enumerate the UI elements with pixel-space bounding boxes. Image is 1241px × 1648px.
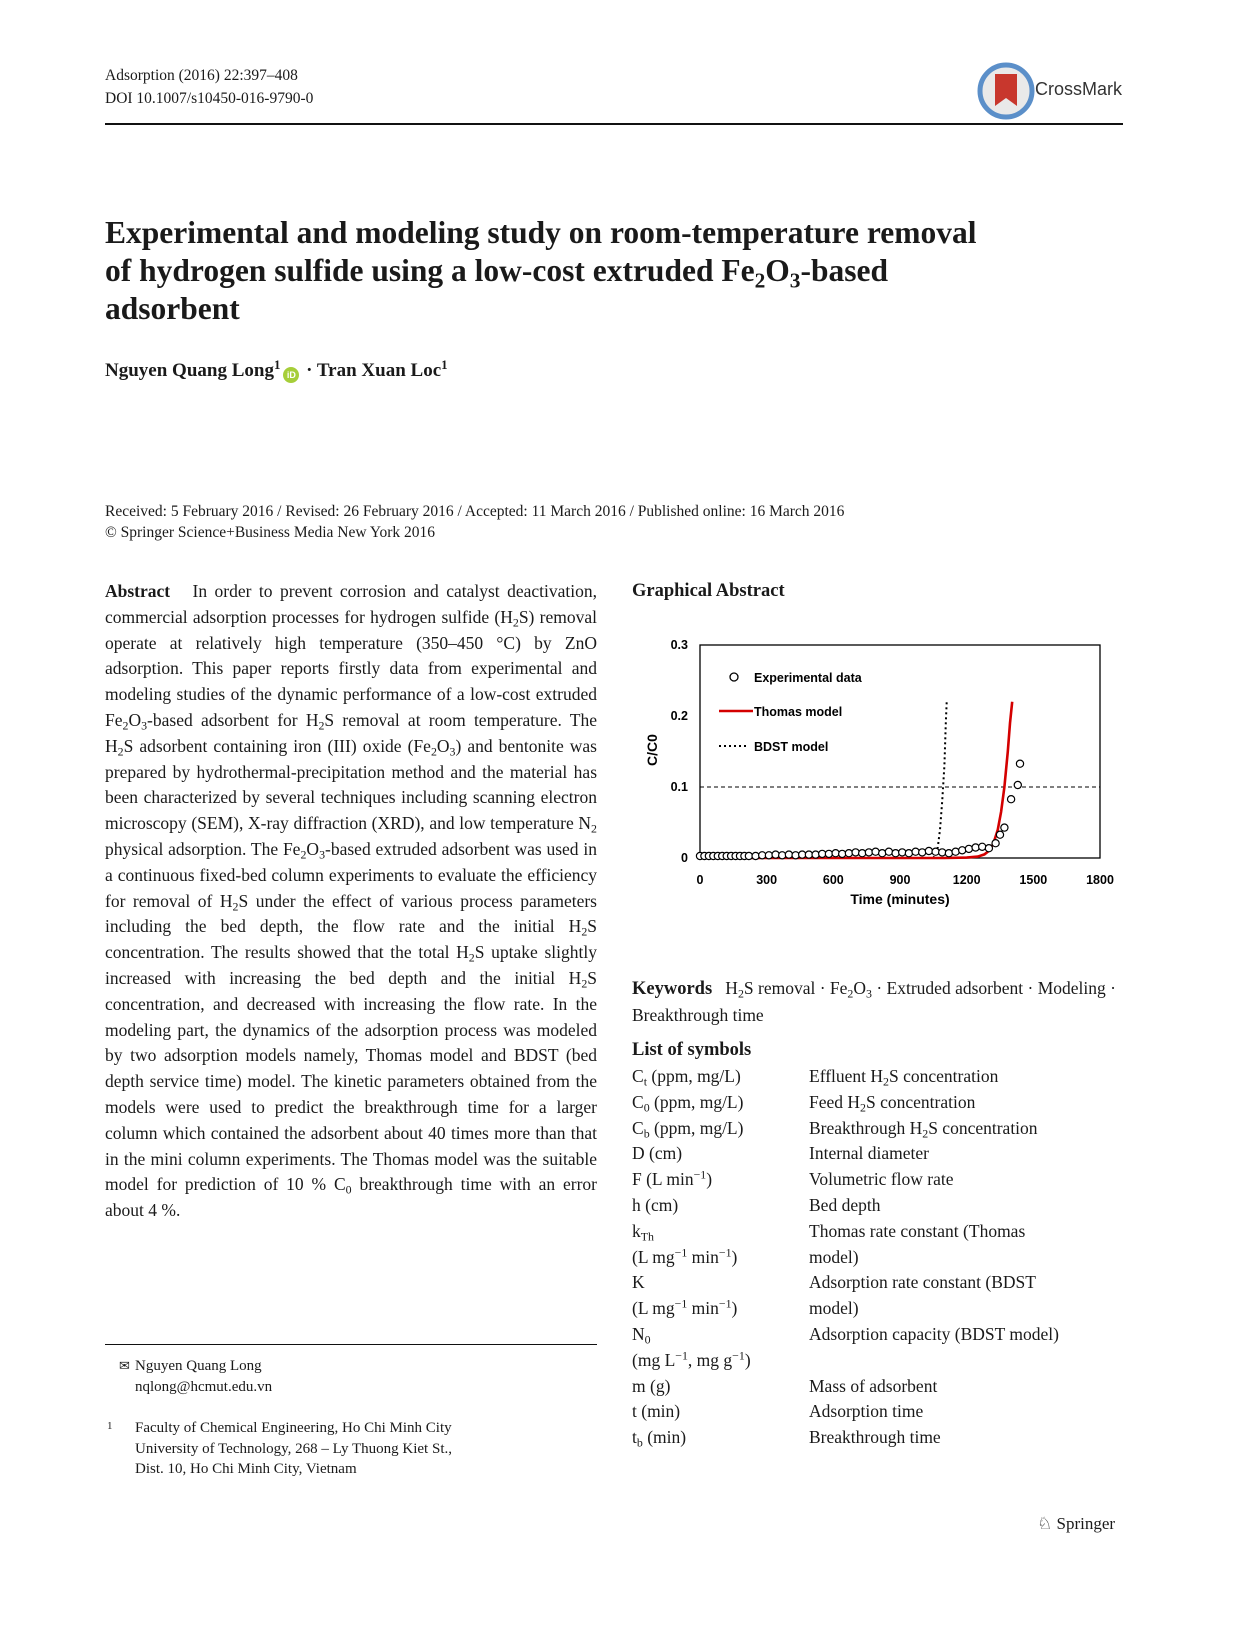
abstract-text: O bbox=[436, 735, 450, 756]
title-sub: 3 bbox=[789, 268, 801, 293]
abstract-text: S concentration. The results showed that the total H bbox=[105, 916, 597, 963]
symbol-definition: model) bbox=[809, 1298, 859, 1319]
symbol-term: $t_b$ (min) bbox=[632, 1427, 687, 1450]
abstract-text: S under the effect of various process parameters including the bed depth, the flow rate and the initial H bbox=[105, 890, 597, 937]
crossmark-label: CrossMark bbox=[1035, 79, 1123, 99]
x-axis-label: Time (minutes) bbox=[850, 891, 950, 907]
symbol-row bbox=[632, 1425, 1129, 1451]
experimental-data-point bbox=[865, 849, 872, 856]
keywords bbox=[632, 975, 1124, 1028]
symbol-term: (L $mg^{-1}$ $\min^{-1}$) bbox=[632, 1245, 738, 1267]
affiliation-number: 1 bbox=[107, 1420, 113, 1432]
symbol-row bbox=[632, 1245, 1129, 1271]
affiliation-line: Dist. 10, Ho Chi Minh City, Vietnam bbox=[135, 1461, 357, 1477]
experimental-data-point bbox=[1001, 824, 1008, 831]
x-tick-label: 600 bbox=[822, 873, 844, 887]
symbols-table bbox=[632, 1064, 1129, 1451]
legend-marker-experimental bbox=[730, 673, 738, 681]
contact-email[interactable]: nqlong@hcmut.edu.vn bbox=[135, 1378, 273, 1395]
y-tick-label: 0.1 bbox=[670, 780, 688, 794]
symbol-term: h (cm) bbox=[632, 1194, 679, 1215]
experimental-data-point bbox=[845, 850, 852, 857]
abstract-text: S uptake slightly increased with increasing the bed depth and the initial H bbox=[105, 942, 597, 988]
y-tick-label: 0.3 bbox=[670, 638, 688, 652]
symbol-term: t (min) bbox=[632, 1401, 681, 1422]
symbol-row bbox=[632, 1322, 1129, 1348]
symbol-definition: Thomas rate constant (Thomas bbox=[809, 1220, 1026, 1241]
header-rule bbox=[105, 123, 1123, 125]
abstract-heading: Abstract bbox=[105, 581, 171, 601]
keywords-heading: Keywords bbox=[632, 979, 713, 999]
history-dates: Received: 5 February 2016 / Revised: 26 February 2016 / Accepted: 11 March 2016 / Published online: 16 March 2016 bbox=[105, 503, 845, 520]
abstract-text: S adsorbent containing iron (III) oxide (Fe bbox=[123, 735, 431, 756]
symbol-row bbox=[632, 1141, 1129, 1167]
experimental-data-point bbox=[859, 850, 866, 857]
subscript: 2 bbox=[512, 615, 519, 630]
symbol-row bbox=[632, 1116, 1129, 1142]
experimental-data-point bbox=[885, 848, 892, 855]
experimental-data-point bbox=[785, 851, 792, 858]
symbol-definition: Effluent $H_2S$ concentration bbox=[809, 1066, 999, 1089]
experimental-data-point bbox=[996, 831, 1003, 838]
keyword-separator: · bbox=[1105, 978, 1116, 998]
abstract-text: S removal at room temperature. The H bbox=[105, 709, 597, 756]
abstract-text: O bbox=[306, 838, 320, 859]
symbol-term: $C_b$ (ppm, mg/L) bbox=[632, 1117, 744, 1141]
keyword[interactable]: $Fe_2O_3$ bbox=[829, 978, 872, 1001]
symbol-definition: Feed $H_2S$ concentration bbox=[809, 1091, 976, 1115]
abstract-text: -based extruded adsorbent was used in a continuous fixed-bed column experiments to evaluate the efficiency for removal of H bbox=[105, 838, 598, 911]
article-title bbox=[105, 214, 1065, 328]
copyright-line: © Springer Science+Business Media New York 2016 bbox=[105, 524, 436, 541]
breakthrough-chart bbox=[630, 622, 1130, 922]
experimental-data-point bbox=[1008, 796, 1015, 803]
author-list bbox=[105, 356, 448, 383]
symbol-row bbox=[632, 1399, 1129, 1425]
experimental-data-point bbox=[899, 849, 906, 856]
orcid-icon[interactable]: iD bbox=[283, 367, 299, 383]
x-axis-ticks bbox=[697, 873, 1114, 887]
abstract: Abstract In order to prevent corrosion and catalyst deactivation, commercial adsorption processes for hydrogen sulfide $(H_2S)$ removal operate at relatively high temperature (350–450 °C) by ZnO adsorption. This paper reports firstly data from experimental and modeling studies of the dynamic performance of a low-cost extruded $Fe_2O_3$-based adsorbent for $H_2S$ removal at room temperature. The $H_2S$ adsorbent containing iron (III) oxide $(Fe_2O_3)$ and bentonite was prepared by hydrothermal-precipitation method and the material has been characterized by several techniques including scanning electron microscopy (SEM), X-ray diffraction (XRD), and low temperature $N_2$ physical adsorption. The $Fe_2O_3$-based extruded adsorbent was used in a continuous fixed-bed column experiments to evaluate the efficiency for removal of $H_2S$ under the effect of various process parameters including the bed depth, the flow rate and the initial $H_2S$ concentration. The results showed that the total $H_2S$ uptake slightly increased with increasing the bed depth and the initial $H_2S$ concentration, and decreased with increasing the flow rate. In the modeling part, the dynamics of the adsorption process was modeled by two adsorption models namely, Thomas model and BDST (bed depth service time) model. The kinetic parameters obtained from the models were used to predict the breakthrough time for a larger column which contained the adsorbent about 40 times more than that in the mini column experiments. The Thomas model was the suitable model for prediction of 10 % $C_0$ breakthrough time with an error about 4 %. bbox=[105, 581, 598, 1221]
x-tick-label: 1800 bbox=[1086, 873, 1114, 887]
envelope-icon: ✉ bbox=[119, 1359, 130, 1374]
subscript: 2 bbox=[232, 899, 239, 914]
abstract-text: ) and bentonite was prepared by hydrothermal-precipitation method and the material has been characterized by several techniques including scanning electron microscopy (SEM), X-ray diffraction (XRD), and low temperature N bbox=[105, 735, 597, 834]
symbols-heading: List of symbols bbox=[632, 1040, 752, 1060]
subscript: 2 bbox=[117, 744, 124, 759]
crossmark-icon bbox=[977, 60, 1035, 122]
symbol-definition: Mass of adsorbent bbox=[809, 1375, 938, 1396]
title-line-1: Experimental and modeling study on room-temperature removal bbox=[105, 215, 977, 250]
x-tick-label: 1500 bbox=[1019, 873, 1048, 887]
symbol-row bbox=[632, 1219, 1129, 1245]
subscript: 2 bbox=[318, 718, 325, 733]
abstract-text: S concentration, and decreased with increasing the flow rate. In the modeling part, the dynamics of the adsorption process was modeled by two adsorption models namely, Thomas model and BDST (bed depth service time) model. The kinetic parameters obtained from the models were used to predict the breakthrough time for a larger column which contained the adsorbent about 40 times more than that in the mini column experiments. The Thomas model was the suitable model for prediction of 10 % C bbox=[105, 967, 597, 1195]
experimental-data-point bbox=[879, 850, 886, 857]
symbol-definition: model) bbox=[809, 1246, 859, 1267]
symbol-definition: Adsorption rate constant (BDST bbox=[809, 1272, 1036, 1293]
symbol-row bbox=[632, 1193, 1129, 1219]
y-axis-ticks bbox=[671, 638, 688, 865]
affiliation bbox=[135, 1418, 452, 1480]
symbol-term: $C_0$ (ppm, mg/L) bbox=[632, 1091, 744, 1115]
abstract-text: breakthrough time with an error about 4 %. bbox=[105, 1174, 597, 1221]
subscript: 2 bbox=[468, 950, 475, 965]
author-name[interactable]: Nguyen Quang Long bbox=[105, 360, 274, 381]
footnote-rule bbox=[105, 1344, 597, 1345]
keyword-separator: · bbox=[1023, 978, 1038, 998]
symbol-definition: Adsorption time bbox=[809, 1401, 924, 1422]
keyword[interactable]: Modeling bbox=[1037, 978, 1106, 998]
experimental-data-point bbox=[779, 852, 786, 859]
symbol-term: $N_0$ bbox=[632, 1323, 651, 1347]
symbol-row bbox=[632, 1374, 1129, 1400]
abstract-text: physical adsorption. The Fe bbox=[105, 838, 301, 859]
title-sub: 2 bbox=[754, 268, 766, 293]
experimental-data-point bbox=[959, 847, 966, 854]
experimental-data-point bbox=[825, 850, 832, 857]
title-line-2 bbox=[105, 252, 1065, 293]
experimental-data-point bbox=[945, 850, 952, 857]
experimental-data-point bbox=[979, 843, 986, 850]
symbol-term: (mg $L^{-1}$, mg $g^{-1}$) bbox=[632, 1348, 751, 1370]
experimental-data-point bbox=[839, 850, 846, 857]
symbol-term: $C_t$ (ppm, mg/L) bbox=[632, 1066, 741, 1089]
publisher-logo bbox=[1037, 1514, 1115, 1534]
journal-citation bbox=[105, 64, 313, 110]
abstract-text: In order to prevent corrosion and catalyst deactivation, commercial adsorption processes for hydrogen sulfide (H bbox=[105, 581, 597, 627]
symbol-definition: Bed depth bbox=[809, 1194, 881, 1215]
experimental-data-point bbox=[1016, 760, 1023, 767]
title-line-3: adsorbent bbox=[105, 291, 240, 326]
contact-footnote bbox=[119, 1356, 130, 1378]
symbol-definition: Adsorption capacity (BDST model) bbox=[809, 1323, 1059, 1344]
symbol-term: D (cm) bbox=[632, 1143, 683, 1164]
contact-name: Nguyen Quang Long bbox=[135, 1358, 262, 1374]
subscript: 2 bbox=[300, 847, 307, 862]
symbol-row bbox=[632, 1296, 1129, 1322]
symbol-definition bbox=[809, 1348, 1129, 1374]
experimental-data-point bbox=[985, 845, 992, 852]
affiliation-line: University of Technology, 268 – Ly Thuong Kiet St., bbox=[135, 1440, 452, 1457]
experimental-data-point bbox=[765, 852, 772, 859]
journal-line: Adsorption (2016) 22:397–408 bbox=[105, 67, 298, 84]
subscript: 2 bbox=[122, 718, 129, 733]
doi-line[interactable]: DOI 10.1007/s10450-016-9790-0 bbox=[105, 90, 314, 107]
affiliation-line: Faculty of Chemical Engineering, Ho Chi Minh City bbox=[135, 1420, 452, 1436]
subscript: 2 bbox=[581, 924, 588, 939]
symbol-definition: Internal diameter bbox=[809, 1143, 930, 1164]
legend-label-thomas: Thomas model bbox=[754, 705, 843, 719]
title-text: of hydrogen sulfide using a low-cost extruded Fe bbox=[105, 253, 755, 288]
y-tick-label: 0 bbox=[681, 851, 688, 865]
crossmark-badge[interactable] bbox=[977, 60, 1147, 122]
symbol-term: F (L $\min^{-1}$) bbox=[632, 1167, 713, 1190]
experimental-data-point bbox=[919, 849, 926, 856]
graphical-abstract-heading: Graphical Abstract bbox=[632, 581, 785, 601]
y-tick-label: 0.2 bbox=[670, 709, 688, 723]
symbol-row bbox=[632, 1348, 1129, 1374]
keyword-separator: · bbox=[815, 978, 830, 998]
experimental-data-point bbox=[939, 849, 946, 856]
symbol-row bbox=[632, 1167, 1129, 1193]
x-tick-label: 1200 bbox=[952, 873, 981, 887]
keyword[interactable]: $H_2S$ removal bbox=[725, 978, 816, 1001]
symbol-term: K bbox=[632, 1272, 645, 1293]
x-tick-label: 0 bbox=[696, 873, 704, 887]
affiliation-mark: 1 bbox=[441, 356, 448, 372]
legend-label-experimental: Experimental data bbox=[754, 671, 862, 685]
springer-horse-icon: ♘ bbox=[1037, 1514, 1053, 1534]
publisher-name: Springer bbox=[1056, 1514, 1116, 1533]
contact-details bbox=[135, 1356, 272, 1397]
symbol-term: m (g) bbox=[632, 1375, 671, 1396]
abstract-text: -based adsorbent for H bbox=[147, 709, 319, 730]
symbol-row bbox=[632, 1270, 1129, 1296]
symbol-row bbox=[632, 1090, 1129, 1116]
symbol-row bbox=[632, 1064, 1129, 1090]
keyword[interactable]: Breakthrough time bbox=[632, 1005, 764, 1025]
experimental-data-point bbox=[992, 840, 999, 847]
keyword-separator: · bbox=[871, 978, 887, 998]
author-separator: · bbox=[301, 360, 317, 381]
title-text: -based bbox=[800, 253, 889, 288]
symbol-definition: Breakthrough time bbox=[809, 1427, 941, 1448]
abstract-text: S) removal operate at relatively high temperature (350–450 °C) by ZnO adsorption. This paper reports firstly data from experimental and modeling studies of the dynamic performance of a low-cost extruded Fe bbox=[105, 606, 597, 730]
abstract-text: O bbox=[128, 709, 142, 730]
x-tick-label: 300 bbox=[756, 873, 778, 887]
subscript: 2 bbox=[591, 821, 597, 836]
title-text: O bbox=[765, 253, 790, 288]
experimental-data-point bbox=[965, 845, 972, 852]
x-tick-label: 900 bbox=[889, 873, 911, 887]
experimental-data-point bbox=[905, 850, 912, 857]
keyword[interactable]: Extruded adsorbent bbox=[886, 978, 1024, 998]
subscript: 2 bbox=[581, 976, 588, 991]
subscript: 0 bbox=[345, 1182, 352, 1197]
author-name[interactable]: Tran Xuan Loc bbox=[316, 360, 442, 381]
affiliation-mark: 1 bbox=[273, 356, 281, 372]
experimental-data-point bbox=[952, 848, 959, 855]
experimental-data-point bbox=[925, 847, 932, 854]
publication-dates bbox=[105, 501, 844, 543]
subscript: 2 bbox=[430, 744, 437, 759]
legend-label-bdst: BDST model bbox=[754, 740, 829, 754]
symbol-term: (L $mg^{-1}$ $\min^{-1}$) bbox=[632, 1296, 738, 1319]
symbol-definition: Breakthrough $H_2S$ concentration bbox=[809, 1117, 1038, 1141]
experimental-data-point bbox=[1014, 781, 1021, 788]
experimental-data-point bbox=[872, 848, 879, 855]
y-axis-label: C/C0 bbox=[644, 734, 660, 766]
symbol-definition: Volumetric flow rate bbox=[809, 1169, 954, 1190]
symbol-term: $k_{Th}$ bbox=[632, 1220, 654, 1244]
